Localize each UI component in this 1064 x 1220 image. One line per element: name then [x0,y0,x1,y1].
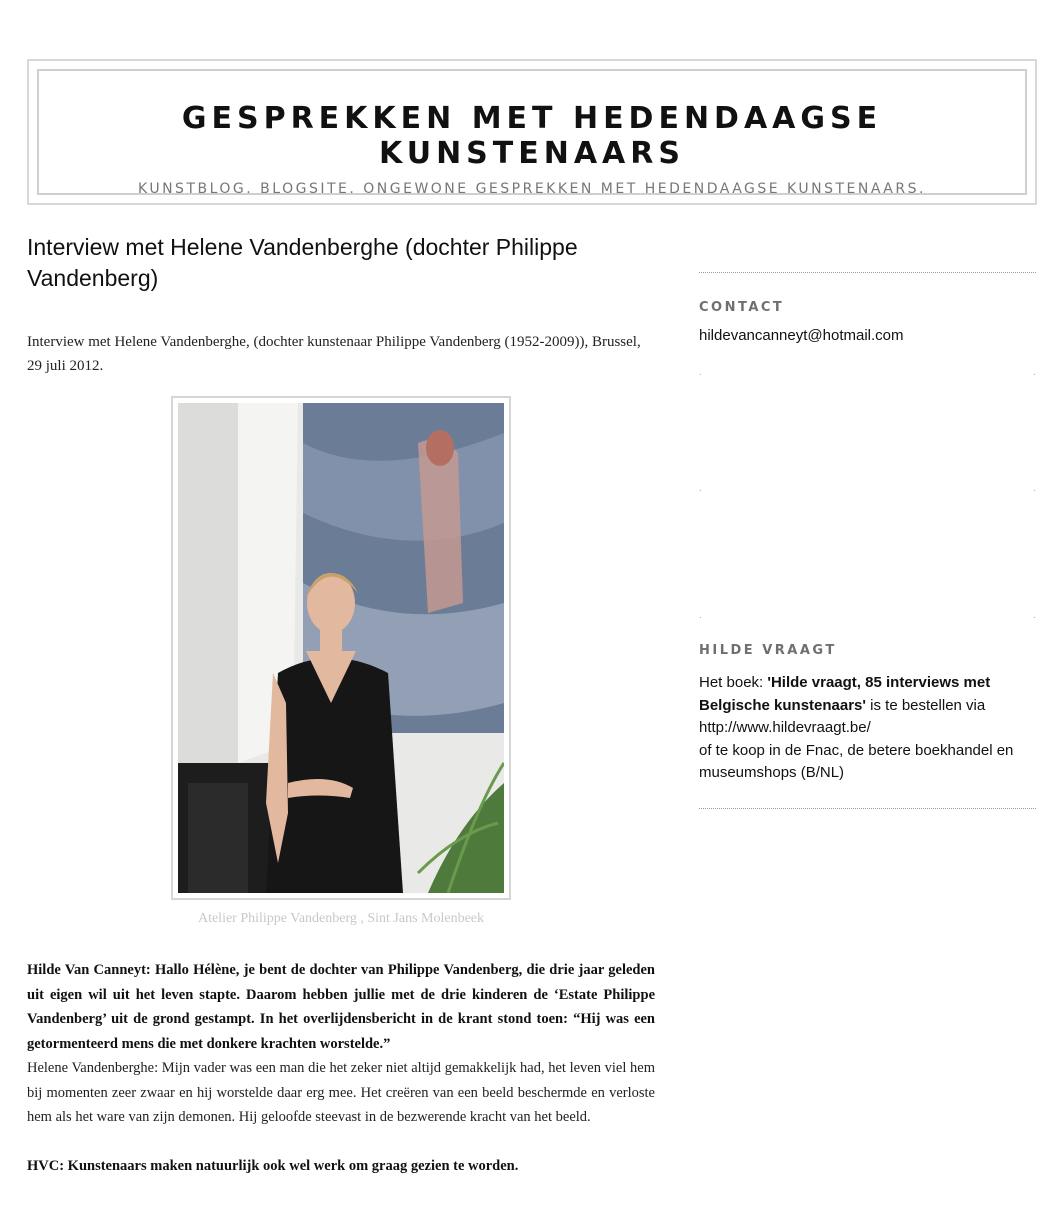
hilde-text-mid: is te bestellen via [865,696,986,714]
empty-widget-divider: . . [699,367,1036,378]
site-title[interactable]: GESPREKKEN MET HEDENDAAGSE KUNSTENAARS [181,101,883,171]
question-paragraph: HVC: Kunstenaars maken natuurlijk ook wel werk om graag gezien te worden. [27,1157,519,1174]
hilde-text-suffix: of te koop in de Fnac, de betere boekhandel en museumshops (B/NL) [699,741,1014,781]
contact-email[interactable]: hildevancanneyt@hotmail.com [699,327,904,344]
contact-widget-title: CONTACT [699,300,785,315]
post-photo[interactable] [171,396,511,900]
book-title: 'Hilde vraagt, 85 interviews met Belgische kunstenaars' [699,674,991,714]
answer-paragraph: Helene Vandenberghe: Mijn vader was een man die het zeker niet altijd gemakkelijk had, het leven viel hem bij momenten zeer zwaar en hij worstelde daar erg mee. Het creëren van een beeld beschermde en verloste hem als het ware van zijn demonen. Hij geloofde steevast in de bezwerende kracht van het beeld. [27,1060,655,1125]
empty-widget-divider: . . [699,483,1036,494]
post-title[interactable]: Interview met Helene Vandenberghe (dochter Philippe Vandenberg) [27,234,578,291]
post-body [27,958,655,1178]
blog-header-inner [37,69,1027,195]
photo-caption: Atelier Philippe Vandenberg , Sint Jans Molenbeek [197,911,485,926]
sidebar-divider [699,808,1036,809]
empty-widget-divider: . . [699,610,1036,621]
hilde-vraagt-text [699,672,1036,785]
photo-image [178,403,504,893]
blog-header [27,59,1037,205]
sidebar [699,272,1036,781]
site-description: KUNSTBLOG. BLOGSITE. ONGEWONE GESPREKKEN MET HEDENDAAGSE KUNSTENAARS. [138,181,926,197]
sidebar-divider [699,272,1036,273]
hilde-text-prefix: Het boek: [699,674,768,691]
hildevraagt-link[interactable]: http://www.hildevraagt.be/ [699,719,871,736]
post-main [27,232,655,1174]
question-paragraph: Hilde Van Canneyt: Hallo Hélène, je bent de dochter van Philippe Vandenberg, die drie jaar geleden uit eigen wil uit het leven stapte. Daarom hebben jullie met de drie kinderen de ‘Estate Philippe Vandenberg’ uit de grond gestampt. In het overlijdensbericht in de krant stond toen: “Hij was een getormenteerd mens die met donkere krachten worstelde.” [27,962,655,1052]
post-intro: Interview met Helene Vandenberghe, (dochter kunstenaar Philippe Vandenberg (1952-2009)), Brussel, 29 juli 2012. [27,334,641,374]
hilde-vraagt-widget-title: HILDE VRAAGT [699,643,837,658]
